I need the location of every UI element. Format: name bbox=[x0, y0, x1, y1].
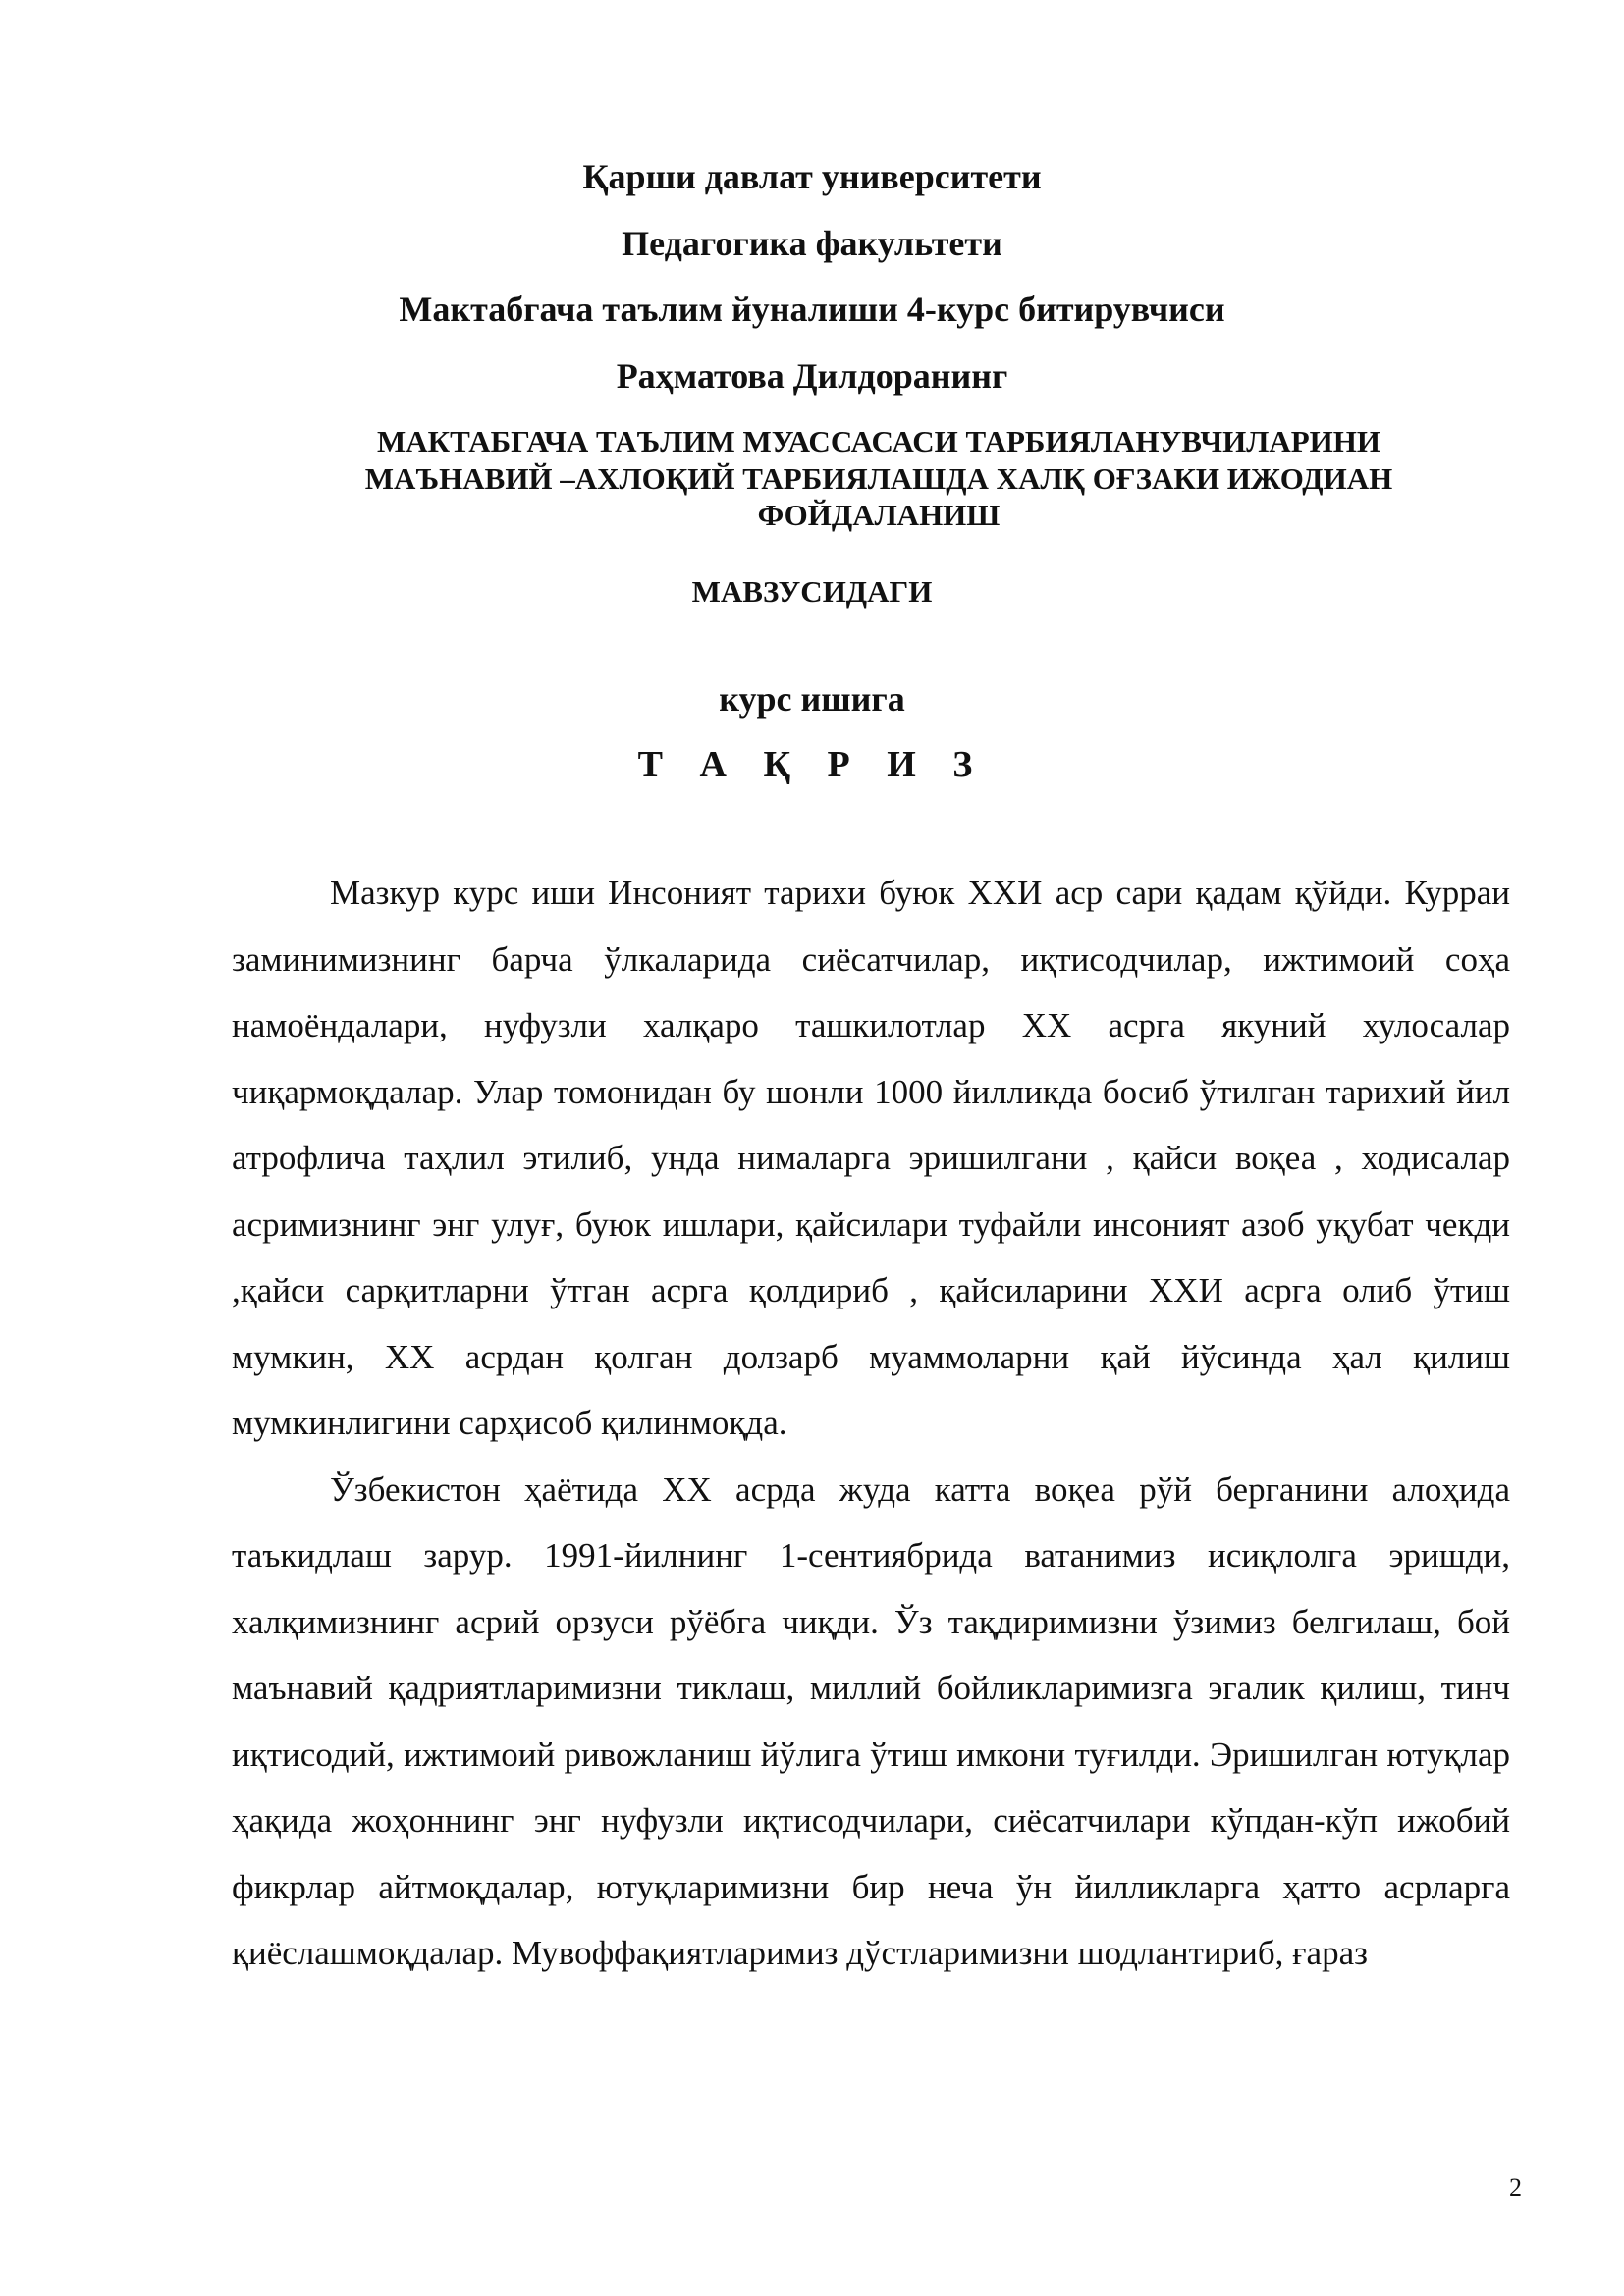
document-title: Т А Қ Р И З bbox=[637, 744, 987, 785]
student-name: Раҳматова Дилдоранинг bbox=[616, 356, 1008, 396]
direction-line: Мактабгача таълим йуналиши 4-курс битирувчиси bbox=[399, 290, 1225, 329]
paragraph-2: Ўзбекистон ҳаётида XX асрда жуда катта воқеа рўй берганини алоҳида таъкидлаш зарур. 1991-йилнинг 1-сентиябрида ватанимиз исиқлолга эришди, халқимизнинг асрий орзуси рўёбга чиқди. Ўз тақдиримизни ўзимиз белгилаш, бой маънавий қадриятларимизни тиклаш, миллий бойликларимизга эгалик қилиш, тинч иқтисодий, ижтимоий ривожланиш йўлига ўтиш имкони туғилди. Эришилган ютуқлар ҳақида жоҳоннинг энг нуфузли иқтисодчилари, сиёсатчилари кўпдан-кўп ижобий фикрлар айтмоқдалар, ютуқларимизни бир неча ўн йилликларга ҳатто асрларга қиёслашмоқдалар. Мувоффақиятларимиз дўстларимизни шодлантириб, ғараз bbox=[232, 1469, 1510, 1972]
topic-line-1: МАКТАБГАЧА ТАЪЛИМ МУАССАСАСИ ТАРБИЯЛАНУВЧИЛАРИНИ bbox=[376, 424, 1381, 458]
topic-suffix: МАВЗУСИДАГИ bbox=[691, 574, 933, 609]
body-text bbox=[232, 860, 1510, 1987]
university-name: Қарши давлат университети bbox=[582, 157, 1042, 196]
work-type: курс ишига bbox=[719, 679, 905, 719]
page-number: 2 bbox=[1509, 2173, 1522, 2202]
faculty-name: Педагогика факультети bbox=[622, 224, 1002, 263]
paragraph-1: Мазкур курс иши Инсоният тарихи буюк XXИ аср сари қадам қўйди. Курраи заминимизнинг барча ўлкаларида сиёсатчилар, иқтисодчилар, ижтимоий соҳа намоёндалари, нуфузли халқаро ташкилотлар XX асрга якуний хулосалар чиқармоқдалар. Улар томонидан бу шонли 1000 йилликда босиб ўтилган тарихий йил атрофлича таҳлил этилиб, унда нималарга эришилгани , қайси воқеа , ходисалар асримизнинг энг улуғ, буюк ишлари, қайсилари туфайли инсоният азоб уқубат чекди ,қайси сарқитларни ўтган асрга қолдириб , қайсиларини XXИ асрга олиб ўтиш мумкин, XX асрдан қолган долзарб муаммоларни қай йўсинда ҳал қилиш мумкинлигини сарҳисоб қилинмоқда. bbox=[232, 874, 1510, 1442]
topic-line-2: МАЪНАВИЙ –АХЛОҚИЙ ТАРБИЯЛАШДА ХАЛҚ ОҒЗАКИ ИЖОДИАН bbox=[364, 461, 1393, 496]
topic-line-3: ФОЙДАЛАНИШ bbox=[757, 498, 1001, 532]
